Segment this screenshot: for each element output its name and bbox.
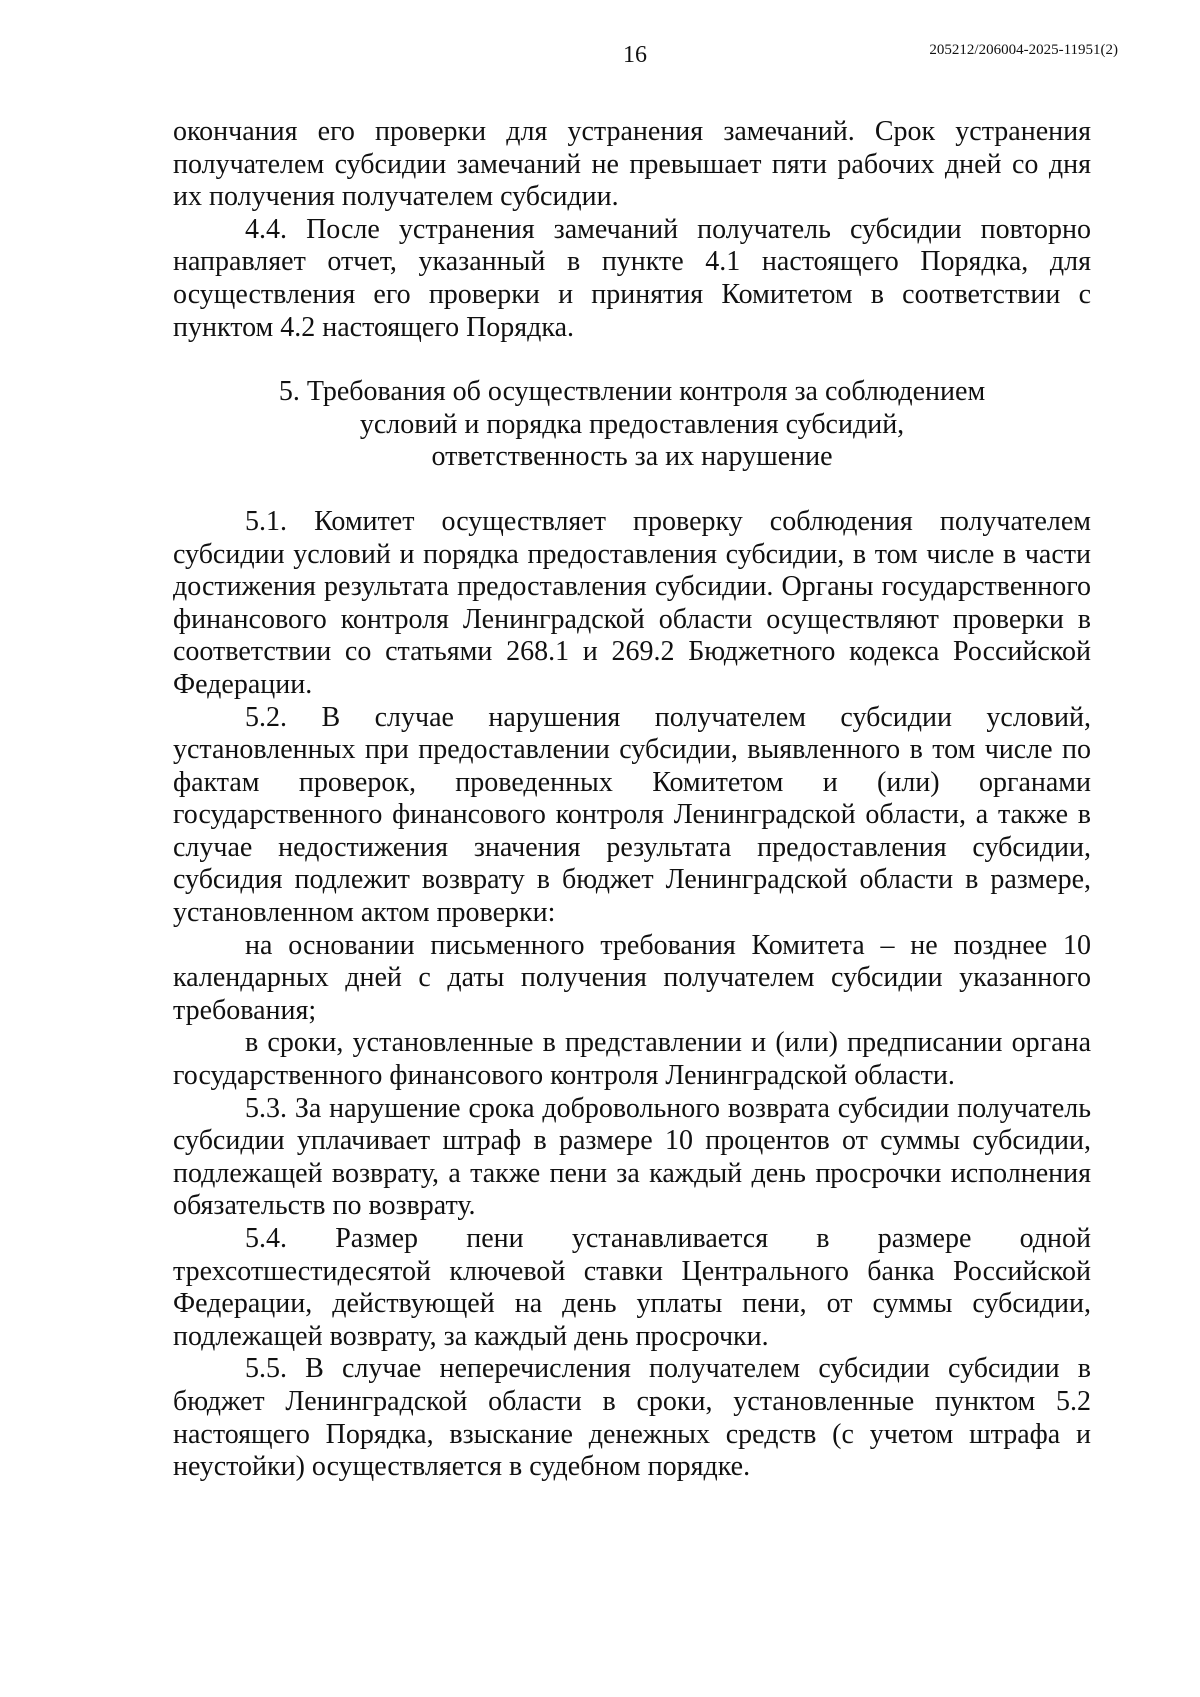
section-title-line: ответственность за их нарушение bbox=[431, 441, 833, 473]
paragraph-5-2-item-1: на основании письменного требования Комитета – не позднее 10 календарных дней с даты получения получателем субсидии указанного требования; bbox=[173, 929, 1091, 1026]
page-number: 16 bbox=[623, 42, 647, 68]
paragraph-5-2-item-2: в сроки, установленные в представлении и (или) предписании органа государственного финансового контроля Ленинградской области. bbox=[173, 1027, 1091, 1092]
section-title-line: 5. Требования об осуществлении контроля за соблюдением bbox=[278, 376, 986, 408]
paragraph-5-4: 5.4. Размер пени устанавливается в размере одной трехсотшестидесятой ключевой ставки Центрального банка Российской Федерации, действующей на день уплаты пени, от суммы субсидии, подлежащей возврату, за каждый день просрочки. bbox=[173, 1223, 1091, 1352]
paragraph-5-5: 5.5. В случае неперечисления получателем субсидии субсидии в бюджет Ленинградской области в сроки, установленные пунктом 5.2 настоящего Порядка, взыскание денежных средств (с учетом штрафа и неустойки) осуществляется в судебном порядке. bbox=[173, 1353, 1091, 1483]
paragraph-5-2: 5.2. В случае нарушения получателем субсидии условий, установленных при предоставлении субсидии, выявленного в том числе по фактам проверок, проведенных Комитетом и (или) органами государственного финансового контроля Ленинградской области, а также в случае недостижения значения результата предоставления субсидии, субсидия подлежит возврату в бюджет Ленинградской области в размере, установленном актом проверки: bbox=[173, 701, 1091, 929]
paragraph-5-1: 5.1. Комитет осуществляет проверку соблюдения получателем субсидии условий и порядка предоставления субсидии, в том числе в части достижения результата предоставления субсидии. Органы государственного финансового контроля Ленинградской области осуществляют проверки в соответствии со статьями 268.1 и 269.2 Бюджетного кодекса Российской Федерации. bbox=[173, 505, 1091, 700]
paragraph-continuation: окончания его проверки для устранения замечаний. Срок устранения получателем субсидии замечаний не превышает пяти рабочих дней со дня их получения получателем субсидии. bbox=[173, 116, 1091, 213]
section-5-title bbox=[173, 376, 1091, 474]
paragraph-5-3: 5.3. За нарушение срока добровольного возврата субсидии получатель субсидии уплачивает штраф в размере 10 процентов от суммы субсидии, подлежащей возврату, а также пени за каждый день просрочки исполнения обязательств по возврату. bbox=[173, 1092, 1091, 1222]
section-title-line: условий и порядка предоставления субсидий, bbox=[359, 408, 905, 440]
document-id: 205212/206004-2025-11951(2) bbox=[929, 42, 1118, 58]
paragraph-4-4: 4.4. После устранения замечаний получатель субсидии повторно направляет отчет, указанный в пункте 4.1 настоящего Порядка, для осуществления его проверки и принятия Комитетом в соответствии с пунктом 4.2 настоящего Порядка. bbox=[173, 213, 1091, 343]
document-body bbox=[173, 116, 1091, 1484]
